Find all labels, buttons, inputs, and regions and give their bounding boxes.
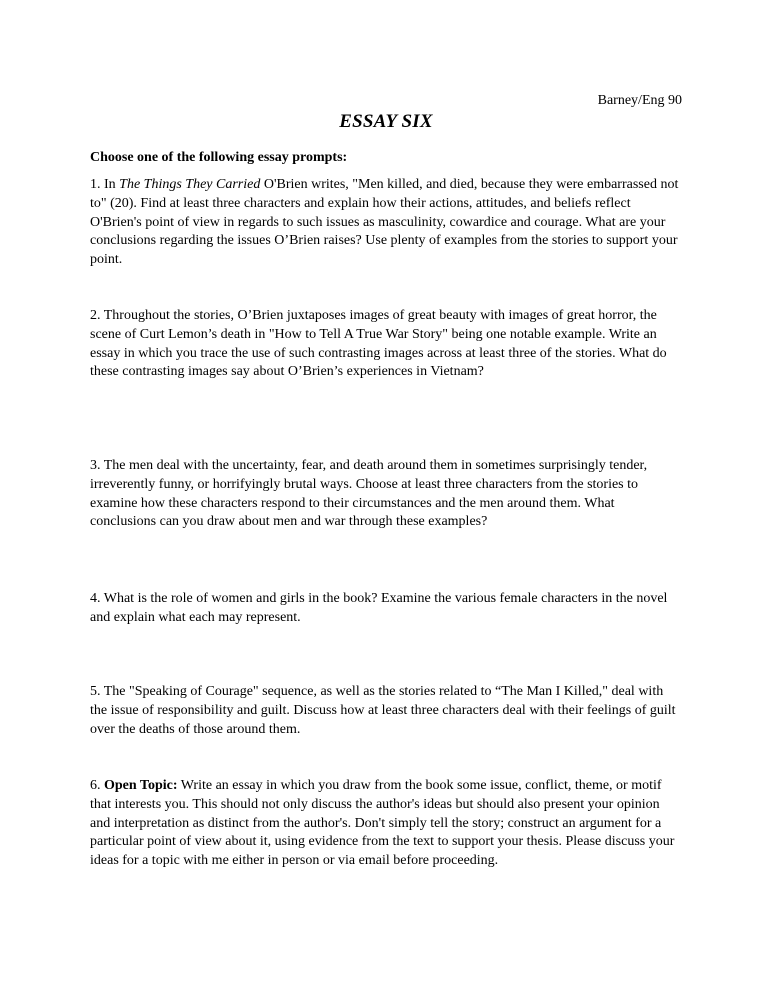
essay-prompt-1 — [90, 176, 682, 270]
essay-prompt-2 — [90, 307, 682, 382]
prompt-6-prefix: 6. — [90, 778, 104, 793]
open-topic-label: Open Topic: — [104, 778, 178, 793]
essay-prompt-6 — [90, 777, 682, 871]
essay-prompt-5 — [90, 683, 682, 739]
prompt-1-text: O'Brien writes, "Men killed, and died, because they were embarrassed not to" (20). Find at least three characters and explain how their actions, attitudes, and beliefs reflect O'Brien's point of view in regards to such issues as masculinity, cowardice and courage. What are your conclusions regarding the issues O’Brien raises? Use plenty of examples from the stories to support your point. — [90, 177, 679, 268]
essay-prompt-4 — [90, 590, 682, 628]
prompt-5-text: 5. The "Speaking of Courage" sequence, as well as the stories related to “The Man I Killed," deal with the issue of responsibility and guilt. Discuss how at least three characters deal with their feelings of guilt over the deaths of those around them. — [90, 684, 676, 737]
course-header: Barney/Eng 90 — [597, 93, 682, 108]
prompt-1-prefix: 1. In — [90, 177, 120, 192]
page-title: ESSAY SIX — [339, 111, 433, 132]
book-title: The Things They Carried — [119, 177, 261, 192]
prompt-6-text: Write an essay in which you draw from the book some issue, conflict, theme, or motif that interests you. This should not only discuss the author's ideas but should also present your opinion and interpretation as distinct from the author's. Don't simply tell the story; construct an argument for a particular point of view about it, using evidence from the text to support your thesis. Please discuss your ideas for a topic with me either in person or via email before proceeding. — [90, 778, 675, 869]
essay-prompt-3 — [90, 457, 682, 532]
prompt-2-text: 2. Throughout the stories, O’Brien juxtaposes images of great beauty with images of great horror, the scene of Curt Lemon’s death in "How to Tell A True War Story" being one notable example. Write an essay in which you trace the use of such contrasting images across at least three of the stories. What do these contrasting images say about O’Brien’s experiences in Vietnam? — [90, 308, 667, 380]
prompt-3-text: 3. The men deal with the uncertainty, fear, and death around them in sometimes surprisingly tender, irreverently funny, or horrifyingly brutal ways. Choose at least three characters from the stories to examine how these characters respond to their circumstances and the men around them. What conclusions can you draw about men and war through these examples? — [90, 458, 648, 530]
instruction-text: Choose one of the following essay prompts: — [90, 150, 348, 165]
prompt-4-text: 4. What is the role of women and girls in the book? Examine the various female characters in the novel and explain what each may represent. — [90, 591, 668, 625]
